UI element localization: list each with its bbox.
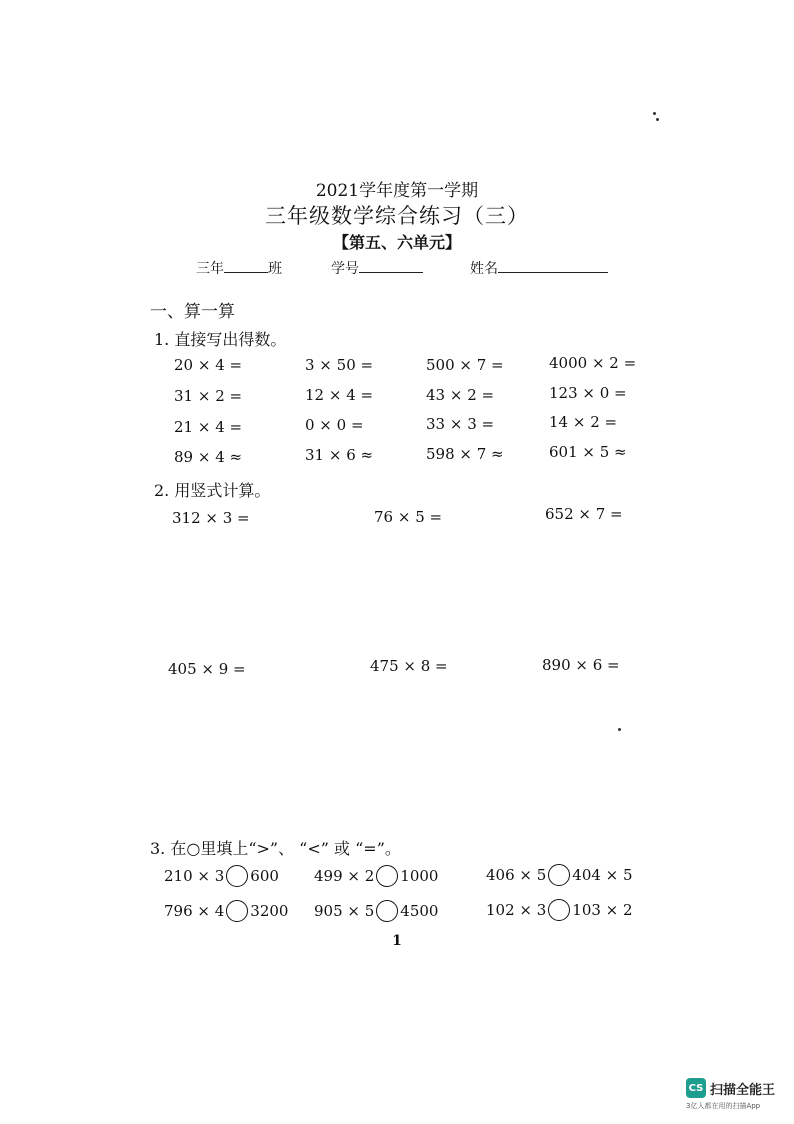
comparison-left: 905 × 5	[314, 902, 375, 920]
scan-speck	[656, 118, 659, 121]
watermark-tagline: 3亿人都在用的扫描App	[686, 1102, 761, 1110]
camscanner-logo-icon: CS	[686, 1078, 706, 1098]
answer-circle[interactable]	[226, 865, 248, 887]
estimate-exercise: 601 × 5 ≈	[549, 443, 627, 461]
scan-speck	[618, 728, 621, 731]
scan-speck	[653, 112, 656, 115]
comparison-left: 499 × 2	[314, 867, 375, 885]
class-prefix: 三年	[196, 261, 224, 277]
exercise: 31 × 2 =	[174, 387, 243, 405]
estimate-exercise: 89 × 4 ≈	[174, 448, 243, 466]
name-label: 姓名	[470, 261, 498, 277]
comparison-right: 103 × 2	[572, 901, 633, 919]
comparison-right: 4500	[400, 902, 439, 920]
comparison-right: 1000	[400, 867, 439, 885]
comparison-item	[486, 899, 633, 921]
class-field	[196, 258, 282, 278]
page-number: 1	[392, 933, 402, 949]
comparison-item	[314, 900, 438, 922]
exercise: 20 × 4 =	[174, 356, 243, 374]
exercise: 4000 × 2 =	[549, 354, 637, 372]
vertical-calc-exercise: 890 × 6 =	[542, 656, 620, 674]
answer-circle[interactable]	[226, 900, 248, 922]
vertical-calc-exercise: 405 × 9 =	[168, 660, 246, 678]
exercise: 33 × 3 =	[426, 415, 495, 433]
exercise: 21 × 4 =	[174, 418, 243, 436]
worksheet-title: 三年级数学综合练习（三）	[265, 204, 529, 228]
class-blank[interactable]	[224, 258, 268, 273]
name-field	[470, 258, 608, 278]
scanner-watermark	[686, 1078, 775, 1098]
comparison-right: 3200	[250, 902, 289, 920]
student-number-label: 学号	[331, 261, 359, 277]
comparison-left: 406 × 5	[486, 866, 547, 884]
school-term: 2021学年度第一学期	[315, 181, 479, 201]
comparison-right: 404 × 5	[572, 866, 633, 884]
estimate-exercise: 598 × 7 ≈	[426, 445, 504, 463]
vertical-calc-exercise: 312 × 3 =	[172, 509, 250, 527]
exercise: 500 × 7 =	[426, 356, 504, 374]
answer-circle[interactable]	[548, 899, 570, 921]
comparison-item	[164, 900, 288, 922]
estimate-exercise: 31 × 6 ≈	[305, 446, 374, 464]
question-1-title: 1. 直接写出得数。	[154, 330, 287, 349]
answer-circle[interactable]	[376, 900, 398, 922]
class-suffix: 班	[268, 261, 282, 277]
comparison-left: 796 × 4	[164, 902, 225, 920]
exercise: 123 × 0 =	[549, 384, 627, 402]
unit-subtitle: 【第五、六单元】	[332, 233, 461, 252]
exercise: 14 × 2 =	[549, 413, 618, 431]
exercise: 12 × 4 =	[305, 386, 374, 404]
name-blank[interactable]	[498, 258, 608, 273]
watermark-name: 扫描全能王	[710, 1082, 776, 1098]
question-2-title: 2. 用竖式计算。	[154, 481, 271, 500]
answer-circle[interactable]	[376, 865, 398, 887]
exercise: 0 × 0 =	[305, 416, 364, 434]
exercise: 43 × 2 =	[426, 386, 495, 404]
student-number-field	[331, 258, 423, 278]
comparison-left: 210 × 3	[164, 867, 225, 885]
section-title: 一、算一算	[150, 302, 235, 322]
student-number-blank[interactable]	[359, 258, 423, 273]
vertical-calc-exercise: 76 × 5 =	[374, 508, 443, 526]
vertical-calc-exercise: 652 × 7 =	[545, 505, 623, 523]
vertical-calc-exercise: 475 × 8 =	[370, 657, 448, 675]
comparison-item	[486, 864, 633, 886]
comparison-right: 600	[250, 867, 279, 885]
comparison-left: 102 × 3	[486, 901, 547, 919]
comparison-item	[314, 865, 438, 887]
exercise: 3 × 50 =	[305, 356, 374, 374]
question-3-title: 3. 在○里填上“>”、 “<” 或 “=”。	[150, 839, 401, 858]
comparison-item	[164, 865, 279, 887]
answer-circle[interactable]	[548, 864, 570, 886]
